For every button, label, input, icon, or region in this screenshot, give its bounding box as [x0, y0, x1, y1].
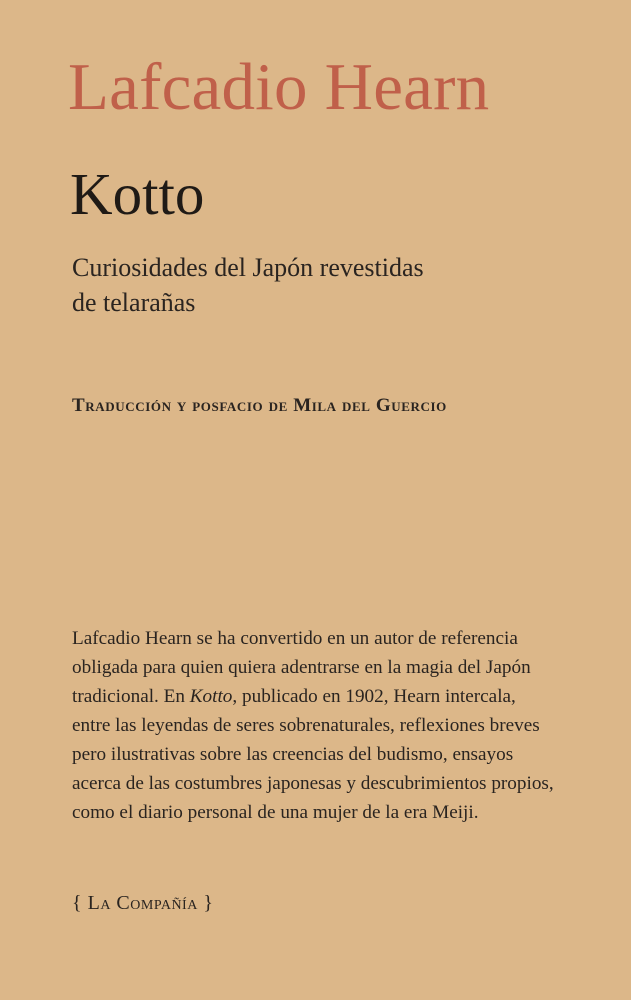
blurb-line: acerca de las costumbres japonesas y descubrimientos propios,	[72, 773, 554, 794]
blurb-line: pero ilustrativas sobre las creencias del budismo, ensayos	[72, 744, 514, 765]
blurb-text-segment: tradicional. En	[72, 686, 190, 707]
translation-credit: Traducción y posfacio de Mila del Guercio	[72, 395, 447, 416]
subtitle-line-1: Curiosidades del Japón revestidas	[72, 253, 424, 282]
brace-close: }	[197, 892, 214, 914]
subtitle-line-2: de telarañas	[72, 288, 196, 317]
blurb-line: obligada para quien quiera adentrarse en la magia del Japón	[72, 657, 531, 678]
blurb-text-segment: , publicado en 1902, Hearn intercala,	[232, 686, 516, 707]
book-title: Kotto	[70, 161, 205, 227]
blurb-text	[72, 624, 612, 827]
blurb-line: Lafcadio Hearn se ha convertido en un autor de referencia	[72, 628, 518, 649]
blurb-line: entre las leyendas de seres sobrenaturales, reflexiones breves	[72, 715, 540, 736]
book-subtitle	[72, 250, 572, 320]
brace-open: {	[72, 892, 88, 914]
publisher-imprint	[72, 893, 213, 913]
publisher-name: La Compañía	[87, 892, 198, 914]
blurb-italic-title: Kotto	[189, 686, 233, 707]
blurb-line	[72, 682, 612, 711]
blurb-line: como el diario personal de una mujer de la era Meiji.	[72, 802, 479, 823]
author-name: Lafcadio Hearn	[68, 50, 490, 124]
